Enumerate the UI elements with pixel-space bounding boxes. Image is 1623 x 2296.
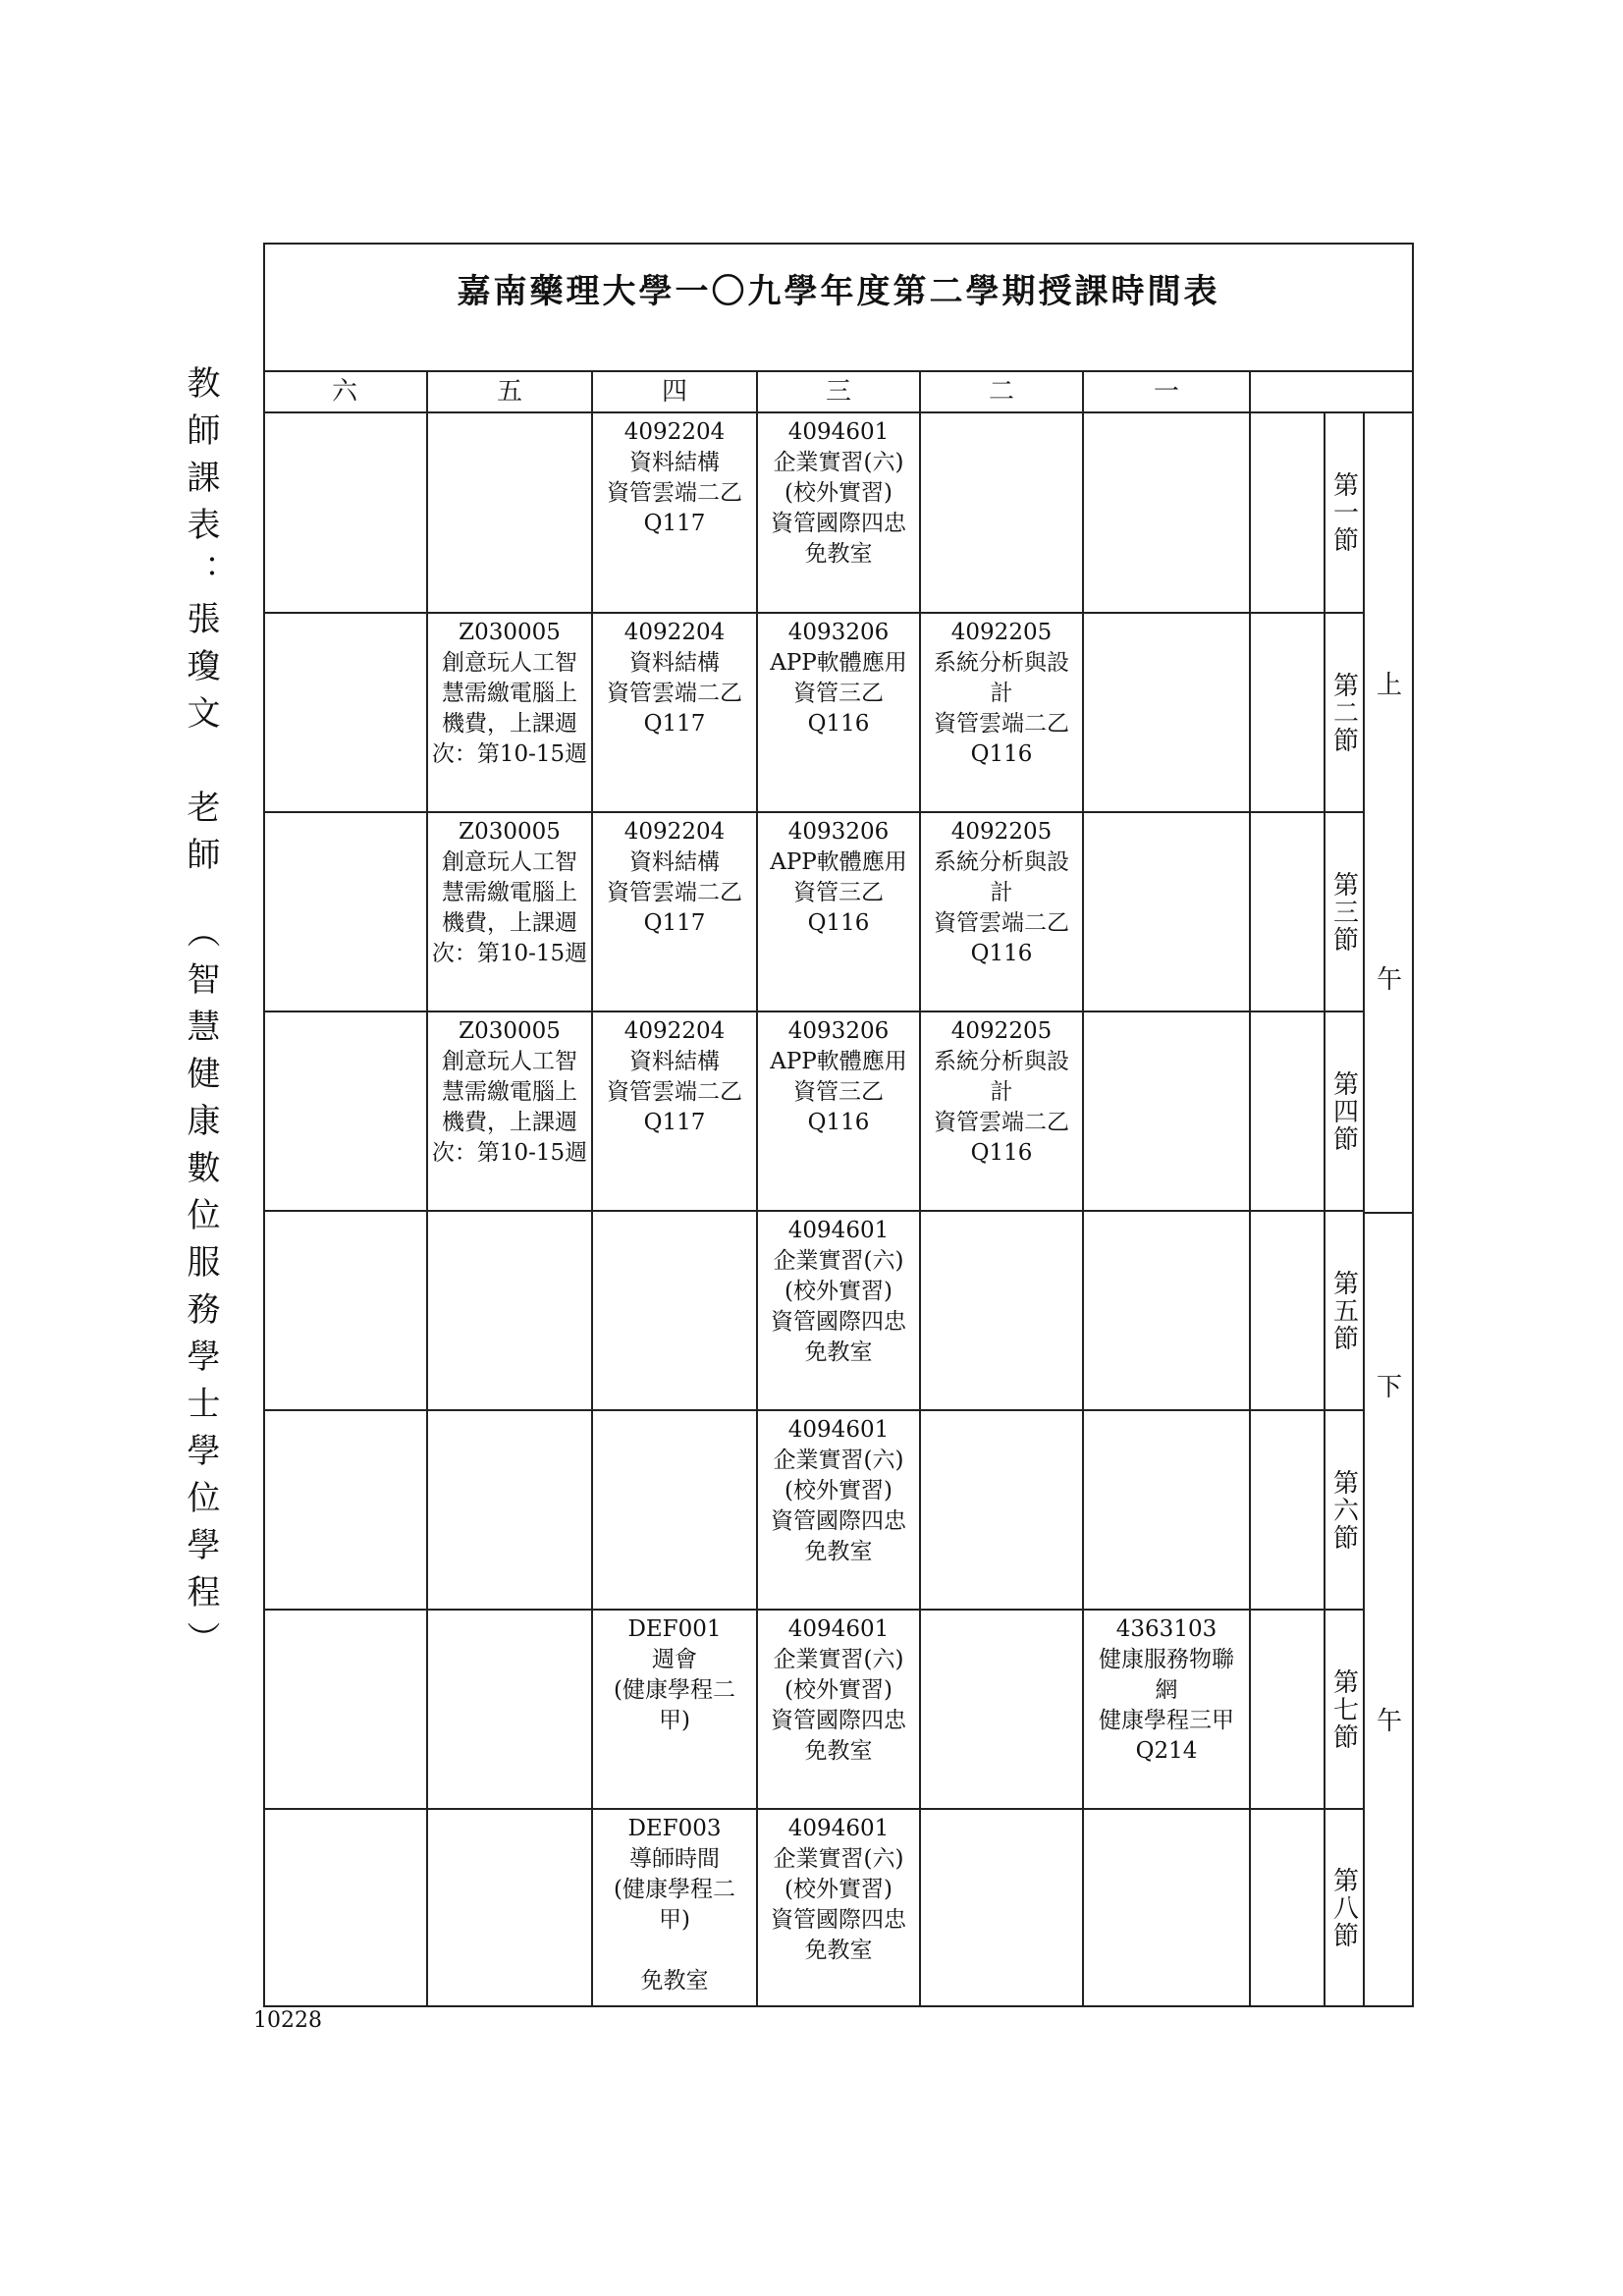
course-cell-wed-p6: 4094601 企業實習(六) (校外實習) 資管國際四忠 免教室 bbox=[758, 1411, 921, 1611]
spacer-cell bbox=[1251, 1411, 1324, 1611]
period-label-6 bbox=[1324, 1411, 1365, 1611]
period-text: 第八節 bbox=[1328, 1866, 1359, 1949]
course-cell-mon-p7: 4363103 健康服務物聯 網 健康學程三甲 Q214 bbox=[1084, 1611, 1251, 1810]
footer-code: 10228 bbox=[253, 2008, 322, 2033]
spacer-cell bbox=[1251, 1212, 1324, 1411]
day-header-fri: 五 bbox=[428, 372, 593, 413]
course-cell-fri-p6 bbox=[428, 1411, 593, 1611]
course-cell-tue-p4: 4092205 系統分析與設 計 資管雲端二乙 Q116 bbox=[921, 1012, 1084, 1212]
spacer-cell bbox=[1251, 813, 1324, 1012]
course-cell-mon-p4 bbox=[1084, 1012, 1251, 1212]
spacer-cell bbox=[1251, 1810, 1324, 2007]
course-cell-sat-p5 bbox=[263, 1212, 428, 1411]
course-cell-thu-p8: DEF003 導師時間 (健康學程二 甲) 免教室 bbox=[593, 1810, 758, 2007]
period-text: 第六節 bbox=[1328, 1468, 1359, 1552]
course-cell-wed-p5: 4094601 企業實習(六) (校外實習) 資管國際四忠 免教室 bbox=[758, 1212, 921, 1411]
course-cell-thu-p5 bbox=[593, 1212, 758, 1411]
period-label-5 bbox=[1324, 1212, 1365, 1411]
course-cell-sat-p6 bbox=[263, 1411, 428, 1611]
course-cell-mon-p2 bbox=[1084, 614, 1251, 813]
course-cell-wed-p2: 4093206 APP軟體應用 資管三乙 Q116 bbox=[758, 614, 921, 813]
course-cell-fri-p8 bbox=[428, 1810, 593, 2007]
course-cell-fri-p1 bbox=[428, 413, 593, 614]
header-blank bbox=[1251, 372, 1414, 413]
course-cell-tue-p5 bbox=[921, 1212, 1084, 1411]
course-cell-tue-p3: 4092205 系統分析與設 計 資管雲端二乙 Q116 bbox=[921, 813, 1084, 1012]
course-cell-mon-p5 bbox=[1084, 1212, 1251, 1411]
period-text: 第五節 bbox=[1328, 1269, 1359, 1352]
teacher-label: 教師課表：張瓊文 老師 （智慧健康數位服務學士學位學程） bbox=[181, 365, 220, 1668]
course-cell-fri-p3: Z030005 創意玩人工智 慧需繳電腦上 機費，上課週 次：第10-15週 bbox=[428, 813, 593, 1012]
day-header-thu: 四 bbox=[593, 372, 758, 413]
course-cell-thu-p2: 4092204 資料結構 資管雲端二乙 Q117 bbox=[593, 614, 758, 813]
afternoon-label-top: 下 bbox=[1376, 1372, 1402, 1402]
course-cell-wed-p7: 4094601 企業實習(六) (校外實習) 資管國際四忠 免教室 bbox=[758, 1611, 921, 1810]
spacer-cell bbox=[1251, 614, 1324, 813]
course-cell-thu-p4: 4092204 資料結構 資管雲端二乙 Q117 bbox=[593, 1012, 758, 1212]
course-cell-sat-p2 bbox=[263, 614, 428, 813]
period-label-8 bbox=[1324, 1810, 1365, 2007]
course-cell-fri-p7 bbox=[428, 1611, 593, 1810]
day-header-mon: 一 bbox=[1084, 372, 1251, 413]
period-text: 第一節 bbox=[1328, 471, 1359, 554]
course-cell-wed-p1: 4094601 企業實習(六) (校外實習) 資管國際四忠 免教室 bbox=[758, 413, 921, 614]
half-divider bbox=[1365, 1212, 1414, 1214]
course-cell-thu-p6 bbox=[593, 1411, 758, 1611]
period-label-1 bbox=[1324, 413, 1365, 614]
day-header-tue: 二 bbox=[921, 372, 1084, 413]
course-cell-sat-p8 bbox=[263, 1810, 428, 2007]
course-cell-thu-p3: 4092204 資料結構 資管雲端二乙 Q117 bbox=[593, 813, 758, 1012]
course-cell-wed-p3: 4093206 APP軟體應用 資管三乙 Q116 bbox=[758, 813, 921, 1012]
spacer-cell bbox=[1251, 413, 1324, 614]
afternoon-label-bottom: 午 bbox=[1376, 1706, 1402, 1736]
course-cell-tue-p7 bbox=[921, 1611, 1084, 1810]
course-cell-wed-p8: 4094601 企業實習(六) (校外實習) 資管國際四忠 免教室 bbox=[758, 1810, 921, 2007]
course-cell-thu-p7: DEF001 週會 (健康學程二 甲) bbox=[593, 1611, 758, 1810]
spacer-cell bbox=[1251, 1611, 1324, 1810]
course-cell-fri-p2: Z030005 創意玩人工智 慧需繳電腦上 機費，上課週 次：第10-15週 bbox=[428, 614, 593, 813]
course-cell-mon-p8 bbox=[1084, 1810, 1251, 2007]
morning-label-bottom: 午 bbox=[1376, 964, 1402, 995]
course-cell-tue-p8 bbox=[921, 1810, 1084, 2007]
page-title: 嘉南藥理大學一〇九學年度第二學期授課時間表 bbox=[457, 272, 1220, 311]
period-text: 第七節 bbox=[1328, 1667, 1359, 1751]
period-label-4 bbox=[1324, 1012, 1365, 1212]
course-cell-sat-p1 bbox=[263, 413, 428, 614]
course-cell-tue-p1 bbox=[921, 413, 1084, 614]
course-cell-sat-p4 bbox=[263, 1012, 428, 1212]
course-cell-mon-p6 bbox=[1084, 1411, 1251, 1611]
course-cell-fri-p4: Z030005 創意玩人工智 慧需繳電腦上 機費，上課週 次：第10-15週 bbox=[428, 1012, 593, 1212]
course-cell-tue-p2: 4092205 系統分析與設 計 資管雲端二乙 Q116 bbox=[921, 614, 1084, 813]
period-label-7 bbox=[1324, 1611, 1365, 1810]
course-cell-fri-p5 bbox=[428, 1212, 593, 1411]
period-text: 第三節 bbox=[1328, 870, 1359, 954]
course-cell-sat-p7 bbox=[263, 1611, 428, 1810]
course-cell-mon-p1 bbox=[1084, 413, 1251, 614]
period-label-3 bbox=[1324, 813, 1365, 1012]
period-text: 第二節 bbox=[1328, 671, 1359, 754]
course-cell-wed-p4: 4093206 APP軟體應用 資管三乙 Q116 bbox=[758, 1012, 921, 1212]
course-cell-mon-p3 bbox=[1084, 813, 1251, 1012]
title-row bbox=[263, 243, 1414, 372]
course-cell-sat-p3 bbox=[263, 813, 428, 1012]
course-cell-thu-p1: 4092204 資料結構 資管雲端二乙 Q117 bbox=[593, 413, 758, 614]
day-header-sat: 六 bbox=[263, 372, 428, 413]
morning-label-top: 上 bbox=[1376, 670, 1402, 700]
spacer-cell bbox=[1251, 1012, 1324, 1212]
day-header-wed: 三 bbox=[758, 372, 921, 413]
period-text: 第四節 bbox=[1328, 1069, 1359, 1153]
course-cell-tue-p6 bbox=[921, 1411, 1084, 1611]
period-label-2 bbox=[1324, 614, 1365, 813]
